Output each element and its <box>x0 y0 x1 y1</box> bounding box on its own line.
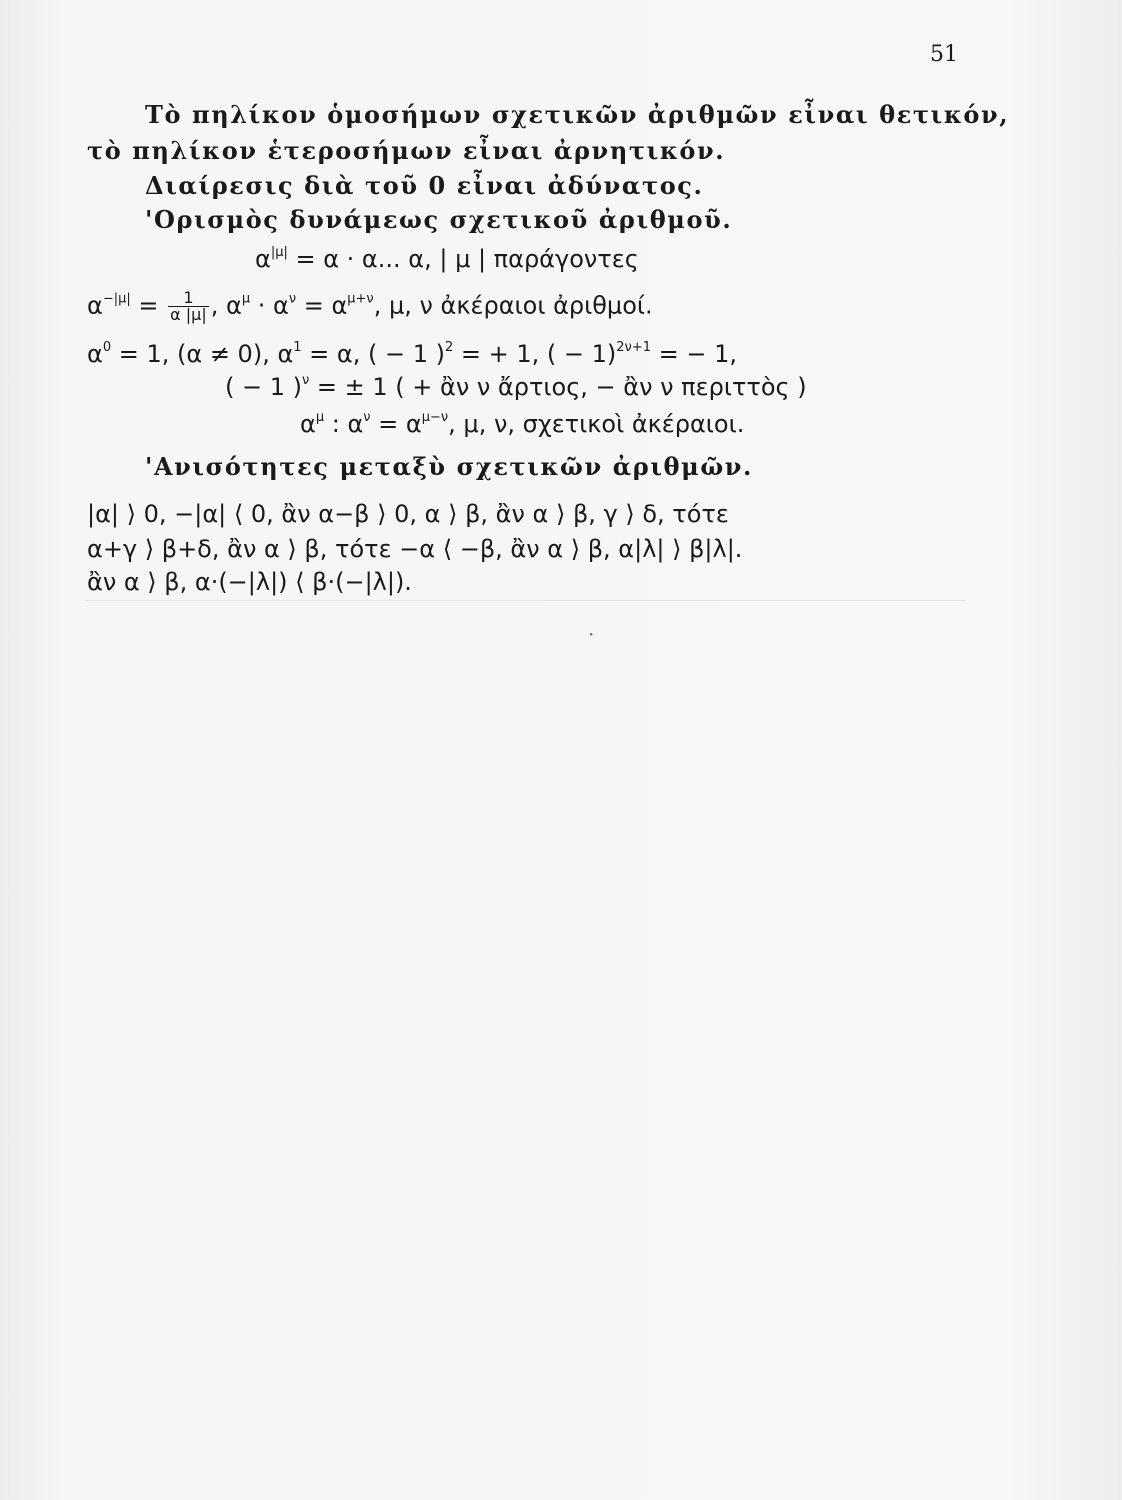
math-superscript: μ−ν <box>421 410 449 425</box>
fraction-numerator: 1 <box>168 290 209 307</box>
math-superscript: μ+ν <box>347 291 374 307</box>
fraction <box>168 290 209 323</box>
heading-power-definition: 'Ορισμὸς δυνάμεως σχετικοῦ ἀριθμοῦ. <box>145 205 733 234</box>
math-superscript: ν <box>302 373 310 388</box>
math-text: = 1, (α ≠ 0), α <box>111 340 294 368</box>
math-text: α <box>87 291 103 320</box>
math-superscript: μ <box>315 410 325 425</box>
math-superscript: ν <box>288 291 297 307</box>
math-text: = <box>130 291 167 320</box>
math-superscript: −|μ| <box>102 291 131 307</box>
heading-inequalities: 'Ανισότητες μεταξὺ σχετικῶν ἀριθμῶν. <box>145 452 753 481</box>
math-superscript: 1 <box>293 340 302 355</box>
math-text: ( − 1 ) <box>225 373 302 401</box>
math-text: = α, ( − 1 ) <box>301 340 445 368</box>
math-text: α <box>255 245 271 273</box>
formula-power-division <box>300 410 744 438</box>
stray-mark: · <box>588 622 595 646</box>
math-superscript: ν <box>363 410 371 425</box>
formula-inequalities-2: α+γ ⟩ β+δ, ἂν α ⟩ β, τότε −α ⟨ −β, ἂν α ⟩ β, α|λ| ⟩ β|λ|. <box>87 535 743 563</box>
text-line-quotient-positive: Τὸ πηλίκον ὁμοσήμων σχετικῶν ἀριθμῶν εἶναι θετικόν, <box>145 100 1010 129</box>
text-line-quotient-negative: τὸ πηλίκον ἑτεροσήμων εἶναι ἀρνητικόν. <box>87 136 726 165</box>
math-text: α <box>87 340 103 368</box>
math-text: = − 1, <box>650 340 737 368</box>
formula-negative-exponent <box>87 290 653 323</box>
formula-minus-one-power <box>225 373 807 401</box>
formula-inequalities-3: ἂν α ⟩ β, α·(−|λ|) ⟨ β·(−|λ|). <box>87 568 412 596</box>
math-text: , μ, ν, σχετικοὶ ἀκέραιοι. <box>448 410 745 438</box>
math-text: = α <box>370 410 422 438</box>
page-number: 51 <box>930 42 958 67</box>
math-text: · α <box>250 291 289 320</box>
fraction-denominator: α |μ| <box>170 305 207 324</box>
math-text: = α · α... α, | μ | παράγοντες <box>287 245 639 273</box>
bleed-through-divider <box>85 600 965 601</box>
math-superscript: 0 <box>102 340 112 355</box>
text-line-division-by-zero: Διαίρεσις διὰ τοῦ 0 εἶναι ἀδύνατος. <box>145 171 704 200</box>
math-text: = α <box>296 291 348 320</box>
math-superscript: μ <box>241 291 251 307</box>
math-text: : α <box>324 410 364 438</box>
math-superscript: 2ν+1 <box>616 340 651 355</box>
formula-inequalities-1: |α| ⟩ 0, −|α| ⟨ 0, ἂν α−β ⟩ 0, α ⟩ β, ἂν α ⟩ β, γ ⟩ δ, τότε <box>87 500 729 528</box>
formula-zero-and-unit-powers <box>87 340 737 368</box>
math-superscript: 2 <box>444 340 454 355</box>
math-text: = ± 1 ( + ἂν ν ἄρτιος, − ἂν ν περιττὸς ) <box>309 373 807 401</box>
math-text: = + 1, ( − 1) <box>453 340 617 368</box>
formula-power-definition <box>255 245 639 273</box>
math-text: , α <box>210 291 242 320</box>
math-superscript: |μ| <box>270 245 288 260</box>
math-text: α <box>300 410 316 438</box>
math-text: , μ, ν ἀκέραιοι ἀριθμοί. <box>373 291 653 320</box>
